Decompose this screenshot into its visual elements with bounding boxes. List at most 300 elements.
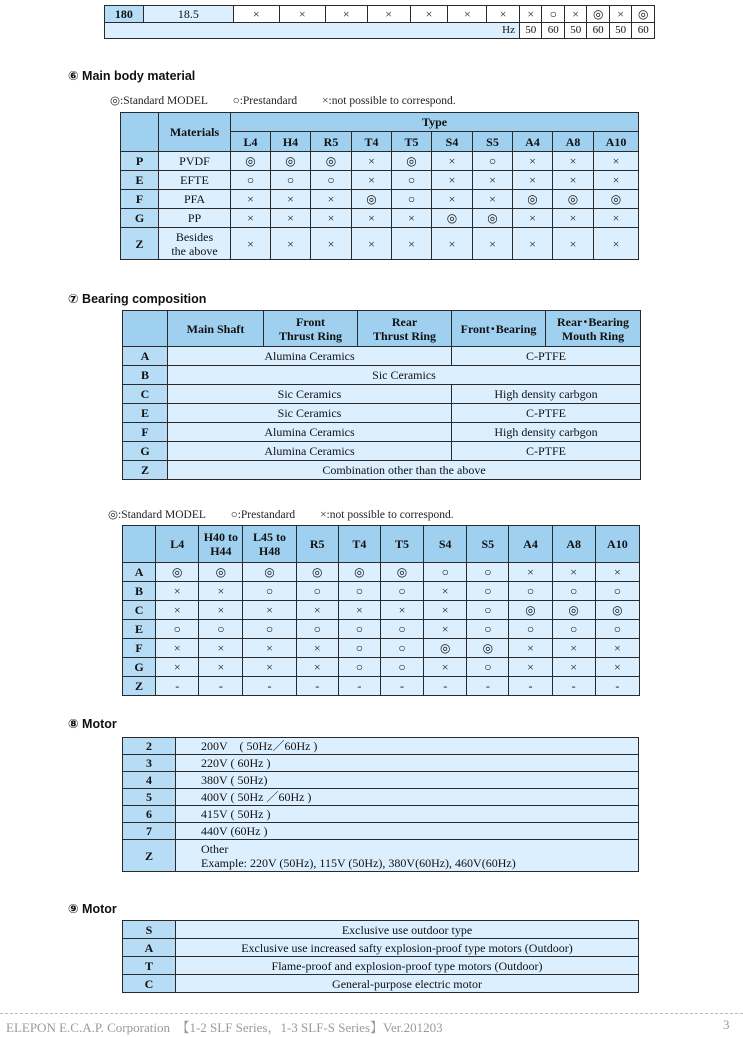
- front-bearing-header: Front･Bearing: [452, 311, 546, 347]
- cell: ×: [392, 228, 432, 260]
- cell: ×: [199, 601, 243, 620]
- cell: ×: [509, 658, 552, 677]
- top-cell: ×: [410, 6, 448, 23]
- top-cell: ×: [233, 6, 279, 23]
- cell: ○: [595, 620, 639, 639]
- section-7b-legend: [108, 507, 476, 521]
- table-row: [123, 639, 640, 658]
- cell: ×: [199, 658, 243, 677]
- cell: ○: [231, 171, 271, 190]
- row-key: 2: [123, 738, 176, 755]
- cell: ×: [595, 658, 639, 677]
- header-line: L45 to: [253, 530, 287, 544]
- table-row: [123, 789, 639, 806]
- table-row: [123, 366, 641, 385]
- hz-value: 60: [542, 23, 564, 39]
- combined-material: Sic Ceramics: [168, 366, 641, 385]
- hz-label: Hz: [105, 23, 520, 39]
- cell: ×: [432, 171, 473, 190]
- motor-spec: 200V ( 50Hz／60Hz ): [176, 738, 639, 755]
- top-row-value: 18.5: [143, 6, 233, 23]
- table-row: [121, 209, 639, 228]
- cell: ×: [432, 228, 473, 260]
- cell: ×: [513, 228, 553, 260]
- shaft-ring-material: Alumina Ceramics: [168, 347, 452, 366]
- row-key: 6: [123, 806, 176, 823]
- bearing-material: High density carbgon: [452, 423, 641, 442]
- cell: ◎: [594, 190, 639, 209]
- cell: ○: [467, 601, 509, 620]
- row-key: F: [123, 639, 156, 658]
- material-name: PFA: [159, 190, 231, 209]
- row-key: P: [121, 152, 159, 171]
- cell: ×: [311, 209, 352, 228]
- type-col-header: L4: [231, 132, 271, 152]
- section-8-title: ⑧ Motor: [68, 717, 117, 731]
- cell: ×: [199, 582, 243, 601]
- motor-type-table: [122, 920, 639, 993]
- cell: ×: [424, 582, 467, 601]
- cell: ◎: [231, 152, 271, 171]
- cell: -: [296, 677, 338, 696]
- hz-value: 60: [632, 23, 655, 39]
- cell: ×: [595, 639, 639, 658]
- cell: ◎: [311, 152, 352, 171]
- row-key: F: [123, 423, 168, 442]
- cell: ○: [467, 563, 509, 582]
- type-col-header: [199, 526, 243, 563]
- cell: ○: [199, 620, 243, 639]
- table-row: [123, 738, 639, 755]
- combined-material: Combination other than the above: [168, 461, 641, 480]
- cell: ×: [513, 209, 553, 228]
- row-key: C: [123, 385, 168, 404]
- cell: ◎: [513, 190, 553, 209]
- cell: -: [338, 677, 380, 696]
- cell: ×: [392, 209, 432, 228]
- cell: ○: [392, 171, 432, 190]
- cell: ×: [296, 639, 338, 658]
- motor-spec: 440V (60Hz ): [176, 823, 639, 840]
- row-key: 7: [123, 823, 176, 840]
- cell: ×: [552, 658, 595, 677]
- cell: ◎: [595, 601, 639, 620]
- cell: ×: [352, 171, 392, 190]
- row-key: 4: [123, 772, 176, 789]
- top-cell: ×: [325, 6, 367, 23]
- header-line: H40 to: [203, 530, 239, 544]
- material-line: Besides: [175, 229, 214, 244]
- main-body-material-table: [120, 112, 639, 260]
- table-row: [121, 171, 639, 190]
- table-row: [123, 755, 639, 772]
- cell: ×: [594, 152, 639, 171]
- bearing-material: C-PTFE: [452, 442, 641, 461]
- table-row: [123, 840, 639, 872]
- cell: ×: [311, 228, 352, 260]
- table-row: [123, 404, 641, 423]
- top-cell: ◎: [632, 6, 655, 23]
- cell: ○: [424, 563, 467, 582]
- cell: ○: [338, 620, 380, 639]
- type-col-header: S4: [432, 132, 473, 152]
- type-col-header: T5: [380, 526, 423, 563]
- hz-value: 50: [609, 23, 631, 39]
- hz-row: [105, 23, 655, 39]
- cell: ◎: [424, 639, 467, 658]
- cell: -: [509, 677, 552, 696]
- cell: ◎: [199, 563, 243, 582]
- motor-spec-line: Other: [201, 841, 229, 856]
- table-row: [123, 582, 640, 601]
- motor-spec: 415V ( 50Hz ): [176, 806, 639, 823]
- header-line: Rear: [391, 314, 418, 329]
- rear-bearing-header: [546, 311, 641, 347]
- cell: ◎: [392, 152, 432, 171]
- cell: ○: [552, 620, 595, 639]
- table-row: [123, 939, 639, 957]
- cell: ×: [338, 601, 380, 620]
- cell: ○: [509, 620, 552, 639]
- cell: ◎: [432, 209, 473, 228]
- cell: -: [424, 677, 467, 696]
- cell: ○: [595, 582, 639, 601]
- cell: ○: [380, 620, 423, 639]
- type-col-header: T4: [338, 526, 380, 563]
- cell: -: [199, 677, 243, 696]
- row-key: 3: [123, 755, 176, 772]
- hz-value: 50: [519, 23, 541, 39]
- cell: ×: [424, 658, 467, 677]
- table-row: [123, 423, 641, 442]
- table-row: [121, 152, 639, 171]
- top-row: [105, 6, 655, 23]
- cell: ×: [271, 209, 311, 228]
- legend-standard: ◎:Standard MODEL: [110, 95, 208, 107]
- cell: ○: [467, 658, 509, 677]
- page-number: 3: [723, 1017, 730, 1032]
- legend-standard: ◎:Standard MODEL: [108, 509, 206, 521]
- cell: ×: [432, 152, 473, 171]
- bearing-material: C-PTFE: [452, 404, 641, 423]
- type-col-header: L4: [156, 526, 199, 563]
- table-row: [123, 620, 640, 639]
- type-col-header: [243, 526, 296, 563]
- row-key: G: [123, 442, 168, 461]
- cell: ×: [473, 190, 513, 209]
- cell: ◎: [243, 563, 296, 582]
- cell: ○: [473, 152, 513, 171]
- row-key: A: [123, 939, 176, 957]
- row-key: B: [123, 582, 156, 601]
- type-col-header: S4: [424, 526, 467, 563]
- motor-spec: [176, 840, 639, 872]
- cell: ×: [156, 658, 199, 677]
- cell: ×: [552, 563, 595, 582]
- type-col-header: A4: [509, 526, 552, 563]
- cell: ○: [243, 582, 296, 601]
- hz-value: 50: [564, 23, 586, 39]
- row-key: C: [123, 975, 176, 993]
- cell: ○: [296, 620, 338, 639]
- table-row: [123, 563, 640, 582]
- row-key: T: [123, 957, 176, 975]
- cell: ×: [156, 639, 199, 658]
- row-key: B: [123, 366, 168, 385]
- cell: -: [380, 677, 423, 696]
- table-row: [123, 957, 639, 975]
- cell: ×: [271, 190, 311, 209]
- material-name: [159, 228, 231, 260]
- cell: ◎: [296, 563, 338, 582]
- cell: ×: [296, 658, 338, 677]
- cell: ○: [467, 582, 509, 601]
- motor-type: Exclusive use increased safty explosion-proof type motors (Outdoor): [176, 939, 639, 957]
- cell: ◎: [552, 601, 595, 620]
- cell: ○: [338, 658, 380, 677]
- motor-spec: 220V ( 60Hz ): [176, 755, 639, 772]
- motor-type: Flame-proof and explosion-proof type motors (Outdoor): [176, 957, 639, 975]
- footer-text: ELEPON E.C.A.P. Corporation 【1-2 SLF Series，1-3 SLF-S Series】Ver.201203: [6, 1020, 443, 1035]
- cell: ×: [243, 639, 296, 658]
- corner-cell: [123, 526, 156, 563]
- row-key: Z: [121, 228, 159, 260]
- type-col-header: A4: [513, 132, 553, 152]
- cell: ×: [231, 228, 271, 260]
- type-col-header: R5: [311, 132, 352, 152]
- cell: ○: [380, 658, 423, 677]
- cell: ×: [424, 620, 467, 639]
- cell: ×: [509, 563, 552, 582]
- material-name: PP: [159, 209, 231, 228]
- cell: ×: [594, 171, 639, 190]
- bearing-material: High density carbgon: [452, 385, 641, 404]
- legend-prestandard: ○:Prestandard: [230, 509, 296, 521]
- cell: ×: [231, 190, 271, 209]
- motor-spec: 380V ( 50Hz): [176, 772, 639, 789]
- type-col-header: H4: [271, 132, 311, 152]
- material-name: EFTE: [159, 171, 231, 190]
- table-row: [123, 772, 639, 789]
- row-key: F: [121, 190, 159, 209]
- type-col-header: S5: [467, 526, 509, 563]
- header-line: Front: [295, 314, 326, 329]
- type-col-header: A10: [595, 526, 639, 563]
- motor-type: Exclusive use outdoor type: [176, 921, 639, 939]
- cell: ×: [199, 639, 243, 658]
- main-shaft-header: Main Shaft: [168, 311, 264, 347]
- cell: ○: [552, 582, 595, 601]
- cell: ◎: [473, 209, 513, 228]
- type-col-header: A10: [594, 132, 639, 152]
- shaft-ring-material: Alumina Ceramics: [168, 442, 452, 461]
- shaft-ring-material: Alumina Ceramics: [168, 423, 452, 442]
- header-line: H44: [210, 544, 232, 558]
- cell: -: [552, 677, 595, 696]
- shaft-ring-material: Sic Ceramics: [168, 404, 452, 423]
- cell: ×: [595, 563, 639, 582]
- row-key: E: [123, 404, 168, 423]
- cell: ×: [513, 171, 553, 190]
- table-row: [121, 228, 639, 260]
- cell: ×: [473, 228, 513, 260]
- cell: ○: [296, 582, 338, 601]
- cell: ○: [509, 582, 552, 601]
- header-line: Rear･Bearing: [557, 314, 629, 329]
- table-row: [123, 461, 641, 480]
- front-thrust-ring-header: [264, 311, 358, 347]
- table-row: [123, 975, 639, 993]
- type-col-header: A8: [552, 526, 595, 563]
- cell: ◎: [467, 639, 509, 658]
- legend-prestandard: ○:Prestandard: [232, 95, 298, 107]
- cell: ○: [311, 171, 352, 190]
- table-row: [123, 385, 641, 404]
- row-key: A: [123, 347, 168, 366]
- top-cell: ×: [279, 6, 325, 23]
- top-cell: ×: [448, 6, 487, 23]
- type-col-header: A8: [553, 132, 594, 152]
- table-row: [123, 442, 641, 461]
- type-col-header: T5: [392, 132, 432, 152]
- row-key: E: [121, 171, 159, 190]
- cell: ×: [311, 190, 352, 209]
- top-cell: ×: [367, 6, 410, 23]
- table-row: [123, 806, 639, 823]
- header-line: Thrust Ring: [372, 328, 437, 343]
- table-row: [121, 190, 639, 209]
- top-cell: ○: [542, 6, 564, 23]
- cell: ○: [338, 582, 380, 601]
- cell: ×: [552, 639, 595, 658]
- corner-cell: [121, 113, 159, 152]
- legend-not-possible: ×:not possible to correspond.: [322, 95, 456, 107]
- row-key: E: [123, 620, 156, 639]
- cell: ×: [243, 658, 296, 677]
- row-key: A: [123, 563, 156, 582]
- cell: ◎: [380, 563, 423, 582]
- cell: ◎: [553, 190, 594, 209]
- motor-spec: 400V ( 50Hz ／60Hz ): [176, 789, 639, 806]
- cell: ◎: [156, 563, 199, 582]
- table-row: [123, 921, 639, 939]
- cell: ×: [156, 582, 199, 601]
- motor-spec-line: Example: 220V (50Hz), 115V (50Hz), 380V(60Hz), 460V(60Hz): [201, 855, 516, 870]
- header-line: Mouth Ring: [561, 328, 625, 343]
- row-key: Z: [123, 461, 168, 480]
- row-key: Z: [123, 840, 176, 872]
- cell: ×: [594, 228, 639, 260]
- row-key: G: [121, 209, 159, 228]
- cell: ○: [380, 582, 423, 601]
- material-name: PVDF: [159, 152, 231, 171]
- materials-header: Materials: [159, 113, 231, 152]
- cell: ○: [243, 620, 296, 639]
- cell: ×: [553, 171, 594, 190]
- cell: -: [467, 677, 509, 696]
- footer-divider: [0, 1013, 743, 1014]
- bearing-material: C-PTFE: [452, 347, 641, 366]
- cell: ×: [424, 601, 467, 620]
- top-cell: ×: [519, 6, 541, 23]
- row-key: S: [123, 921, 176, 939]
- top-cell: ×: [609, 6, 631, 23]
- cell: -: [595, 677, 639, 696]
- header-line: Thrust Ring: [278, 328, 343, 343]
- cell: ×: [380, 601, 423, 620]
- cell: ◎: [271, 152, 311, 171]
- type-header: Type: [231, 113, 639, 132]
- cell: ×: [553, 152, 594, 171]
- section-6-title: ⑥ Main body material: [68, 69, 196, 83]
- type-col-header: T4: [352, 132, 392, 152]
- section-9-title: ⑨ Motor: [68, 902, 117, 916]
- cell: ×: [352, 228, 392, 260]
- cell: ×: [296, 601, 338, 620]
- top-cell: ×: [564, 6, 586, 23]
- cell: ×: [243, 601, 296, 620]
- top-cell: ×: [487, 6, 520, 23]
- table-row: [123, 823, 639, 840]
- cell: -: [156, 677, 199, 696]
- top-cell: ◎: [587, 6, 609, 23]
- cell: ×: [553, 209, 594, 228]
- bearing-type-table: [122, 525, 640, 696]
- row-key: G: [123, 658, 156, 677]
- section-7-title: ⑦ Bearing composition: [68, 292, 207, 306]
- cell: ◎: [338, 563, 380, 582]
- top-spec-table: [104, 5, 655, 39]
- legend-not-possible: ×:not possible to correspond.: [320, 509, 454, 521]
- row-key: 5: [123, 789, 176, 806]
- section-6-legend: [110, 93, 478, 107]
- cell: ○: [467, 620, 509, 639]
- table-row: [123, 677, 640, 696]
- table-row: [123, 601, 640, 620]
- cell: ◎: [509, 601, 552, 620]
- row-key: Z: [123, 677, 156, 696]
- cell: ×: [271, 228, 311, 260]
- cell: ○: [392, 190, 432, 209]
- top-row-key: 180: [105, 6, 144, 23]
- cell: ×: [352, 152, 392, 171]
- cell: ○: [271, 171, 311, 190]
- cell: ○: [380, 639, 423, 658]
- table-row: [123, 347, 641, 366]
- type-col-header: R5: [296, 526, 338, 563]
- table-row: [123, 658, 640, 677]
- cell: ×: [432, 190, 473, 209]
- cell: ○: [338, 639, 380, 658]
- cell: ×: [352, 209, 392, 228]
- cell: ×: [553, 228, 594, 260]
- shaft-ring-material: Sic Ceramics: [168, 385, 452, 404]
- header-line: H48: [258, 544, 281, 558]
- hz-value: 60: [587, 23, 609, 39]
- cell: ×: [509, 639, 552, 658]
- cell: ×: [156, 601, 199, 620]
- rear-thrust-ring-header: [358, 311, 452, 347]
- row-key: C: [123, 601, 156, 620]
- motor-voltage-table: [122, 737, 639, 872]
- cell: ×: [513, 152, 553, 171]
- material-line: the above: [171, 243, 218, 258]
- type-col-header: S5: [473, 132, 513, 152]
- cell: ◎: [352, 190, 392, 209]
- corner-cell: [123, 311, 168, 347]
- bearing-composition-table: [122, 310, 641, 480]
- motor-type: General-purpose electric motor: [176, 975, 639, 993]
